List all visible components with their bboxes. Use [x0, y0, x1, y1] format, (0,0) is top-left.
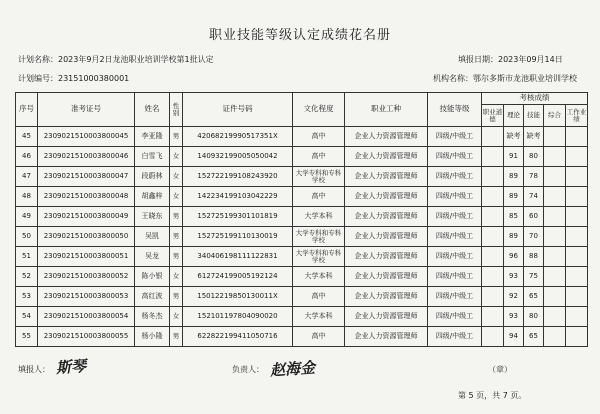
plan-no-value: 23151000380001	[58, 74, 130, 83]
row-ticket: 2309021510003800051	[38, 247, 135, 267]
row-id: 152722199108243920	[183, 167, 293, 187]
row-score-ethics	[482, 147, 504, 167]
plan-name-line	[18, 54, 214, 65]
plan-no-line	[18, 73, 129, 84]
row-name: 吴凯	[135, 227, 170, 247]
row-ticket: 2309021510003800054	[38, 307, 135, 327]
row-score-ethics	[482, 307, 504, 327]
row-id: 152725199301101819	[183, 207, 293, 227]
fill-date-line	[458, 54, 563, 65]
row-ticket: 2309021510003800047	[38, 167, 135, 187]
col-seq: 序号	[16, 93, 38, 127]
col-score-overall: 综合	[544, 105, 566, 127]
row-level: 四级/中级工	[428, 187, 482, 207]
row-score-ethics	[482, 207, 504, 227]
row-id: 42068219990517351X	[183, 127, 293, 147]
row-score-overall	[544, 207, 566, 227]
row-job: 企业人力资源管理师	[345, 247, 428, 267]
row-gender: 男	[170, 327, 183, 347]
row-name: 王晓东	[135, 207, 170, 227]
row-score-skill: 65	[524, 327, 544, 347]
row-score-theory: 93	[504, 267, 524, 287]
row-score-ethics	[482, 267, 504, 287]
document-title: 职业技能等级认定成绩花名册	[208, 28, 391, 43]
row-name: 杨冬杰	[135, 307, 170, 327]
row-score-theory: 89	[504, 227, 524, 247]
row-job: 企业人力资源管理师	[345, 147, 428, 167]
principal-label: 负责人：	[232, 365, 264, 374]
row-seq: 52	[16, 267, 38, 287]
table-row	[16, 187, 588, 207]
row-level: 四级/中级工	[428, 167, 482, 187]
row-level: 四级/中级工	[428, 227, 482, 247]
row-job: 企业人力资源管理师	[345, 127, 428, 147]
row-score-overall	[544, 287, 566, 307]
row-job: 企业人力资源管理师	[345, 327, 428, 347]
row-seq: 55	[16, 327, 38, 347]
table-row	[16, 267, 588, 287]
row-score-skill: 80	[524, 307, 544, 327]
row-score-skill: 缺考	[524, 127, 544, 147]
row-gender: 女	[170, 187, 183, 207]
row-score-overall	[544, 327, 566, 347]
row-id: 340406198111122831	[183, 247, 293, 267]
row-score-ethics	[482, 167, 504, 187]
table-row	[16, 167, 588, 187]
principal-signature: 赵海金	[269, 358, 316, 380]
col-gender: 性别	[170, 93, 183, 127]
row-score-ethics	[482, 187, 504, 207]
seal-label: （章）	[488, 365, 512, 374]
row-score-skill: 75	[524, 267, 544, 287]
col-name: 姓名	[135, 93, 170, 127]
row-score-theory: 91	[504, 147, 524, 167]
row-level: 四级/中级工	[428, 247, 482, 267]
row-edu: 高中	[293, 327, 345, 347]
row-job: 企业人力资源管理师	[345, 207, 428, 227]
row-level: 四级/中级工	[428, 267, 482, 287]
row-gender: 男	[170, 287, 183, 307]
row-edu: 高中	[293, 127, 345, 147]
row-edu: 大学本科	[293, 267, 345, 287]
row-name: 杨小隆	[135, 327, 170, 347]
col-score-skill: 技能	[524, 105, 544, 127]
row-ticket: 2309021510003800049	[38, 207, 135, 227]
row-edu: 大学专科和专科学校	[293, 167, 345, 187]
row-score-theory: 89	[504, 187, 524, 207]
row-edu: 大学本科	[293, 307, 345, 327]
row-job: 企业人力资源管理师	[345, 267, 428, 287]
row-id: 152725199110130019	[183, 227, 293, 247]
row-score-performance	[566, 267, 588, 287]
row-ticket: 2309021510003800052	[38, 267, 135, 287]
row-seq: 50	[16, 227, 38, 247]
row-seq: 46	[16, 147, 38, 167]
row-score-performance	[566, 227, 588, 247]
row-name: 白雪飞	[135, 147, 170, 167]
row-score-overall	[544, 167, 566, 187]
score-roster-table	[15, 92, 588, 347]
row-id: 622822199411050716	[183, 327, 293, 347]
row-name: 胡鑫梓	[135, 187, 170, 207]
col-id: 证件号码	[183, 93, 293, 127]
row-score-performance	[566, 327, 588, 347]
row-level: 四级/中级工	[428, 327, 482, 347]
row-score-overall	[544, 127, 566, 147]
row-gender: 男	[170, 207, 183, 227]
row-score-theory: 93	[504, 307, 524, 327]
plan-name-value: 2023年9月2日龙池职业培训学校第1批认定	[58, 55, 214, 64]
row-name: 陈小银	[135, 267, 170, 287]
filler-label: 填报人：	[18, 365, 50, 374]
row-id: 15012219850130011X	[183, 287, 293, 307]
row-name: 段蔚林	[135, 167, 170, 187]
row-score-theory: 85	[504, 207, 524, 227]
row-score-overall	[544, 227, 566, 247]
row-score-skill: 65	[524, 287, 544, 307]
row-score-ethics	[482, 127, 504, 147]
row-score-performance	[566, 147, 588, 167]
row-gender: 男	[170, 127, 183, 147]
row-level: 四级/中级工	[428, 307, 482, 327]
row-name: 高红波	[135, 287, 170, 307]
row-score-performance	[566, 247, 588, 267]
row-level: 四级/中级工	[428, 287, 482, 307]
row-ticket: 2309021510003800048	[38, 187, 135, 207]
row-score-ethics	[482, 227, 504, 247]
table-row	[16, 287, 588, 307]
fill-date-label: 填报日期：	[458, 55, 498, 64]
row-level: 四级/中级工	[428, 147, 482, 167]
col-edu: 文化程度	[293, 93, 345, 127]
table-row	[16, 127, 588, 147]
plan-name-label: 计划名称：	[18, 55, 58, 64]
row-score-theory: 92	[504, 287, 524, 307]
row-name: 吴龙	[135, 247, 170, 267]
row-id: 612724199005192124	[183, 267, 293, 287]
row-ticket: 2309021510003800046	[38, 147, 135, 167]
row-seq: 45	[16, 127, 38, 147]
row-score-performance	[566, 167, 588, 187]
col-level: 技能等级	[428, 93, 482, 127]
row-score-theory: 89	[504, 167, 524, 187]
row-job: 企业人力资源管理师	[345, 307, 428, 327]
row-seq: 51	[16, 247, 38, 267]
row-level: 四级/中级工	[428, 207, 482, 227]
row-job: 企业人力资源管理师	[345, 227, 428, 247]
row-score-ethics	[482, 287, 504, 307]
row-level: 四级/中级工	[428, 127, 482, 147]
row-score-overall	[544, 267, 566, 287]
col-job: 职业工种	[345, 93, 428, 127]
row-edu: 大学本科	[293, 207, 345, 227]
row-seq: 47	[16, 167, 38, 187]
row-score-skill: 78	[524, 167, 544, 187]
col-score-ethics: 职业道德	[482, 105, 504, 127]
fill-date-value: 2023年09月14日	[498, 55, 563, 64]
col-score-performance: 工作业绩	[566, 105, 588, 127]
row-gender: 女	[170, 147, 183, 167]
row-score-ethics	[482, 327, 504, 347]
row-gender: 女	[170, 307, 183, 327]
row-score-performance	[566, 207, 588, 227]
row-gender: 女	[170, 167, 183, 187]
row-seq: 53	[16, 287, 38, 307]
row-score-theory: 96	[504, 247, 524, 267]
row-ticket: 2309021510003800055	[38, 327, 135, 347]
row-score-overall	[544, 187, 566, 207]
row-job: 企业人力资源管理师	[345, 187, 428, 207]
table-row	[16, 327, 588, 347]
filler-signature: 斯琴	[55, 356, 87, 378]
col-score-theory: 理论	[504, 105, 524, 127]
col-scores-group: 考核成绩	[482, 93, 588, 105]
plan-no-label: 计划编号：	[18, 74, 58, 83]
row-ticket: 2309021510003800053	[38, 287, 135, 307]
row-job: 企业人力资源管理师	[345, 167, 428, 187]
row-score-skill: 88	[524, 247, 544, 267]
table-row	[16, 147, 588, 167]
row-gender: 男	[170, 247, 183, 267]
org-name-line	[433, 73, 577, 84]
table-row	[16, 247, 588, 267]
row-ticket: 2309021510003800050	[38, 227, 135, 247]
row-name: 李亚隆	[135, 127, 170, 147]
row-score-ethics	[482, 247, 504, 267]
row-score-performance	[566, 187, 588, 207]
row-edu: 大学专科和专科学校	[293, 247, 345, 267]
org-name-label: 机构名称：	[433, 74, 473, 83]
row-seq: 49	[16, 207, 38, 227]
row-edu: 高中	[293, 147, 345, 167]
row-edu: 大学专科和专科学校	[293, 227, 345, 247]
row-seq: 48	[16, 187, 38, 207]
row-score-performance	[566, 307, 588, 327]
row-score-skill: 74	[524, 187, 544, 207]
row-score-performance	[566, 127, 588, 147]
row-score-skill: 80	[524, 147, 544, 167]
row-score-performance	[566, 287, 588, 307]
row-score-overall	[544, 307, 566, 327]
col-ticket: 准考证号	[38, 93, 135, 127]
row-edu: 高中	[293, 187, 345, 207]
row-edu: 高中	[293, 287, 345, 307]
row-gender: 女	[170, 267, 183, 287]
row-score-theory: 94	[504, 327, 524, 347]
table-row	[16, 207, 588, 227]
org-name-value: 鄂尔多斯市龙池职业培训学校	[473, 74, 577, 83]
row-job: 企业人力资源管理师	[345, 287, 428, 307]
row-seq: 54	[16, 307, 38, 327]
row-score-theory: 缺考	[504, 127, 524, 147]
table-row	[16, 227, 588, 247]
row-id: 142234199103042229	[183, 187, 293, 207]
row-score-skill: 60	[524, 207, 544, 227]
page-indicator: 第 5 页，共 7 页。	[458, 391, 527, 400]
row-gender: 男	[170, 227, 183, 247]
row-id: 140932199005050042	[183, 147, 293, 167]
table-row	[16, 307, 588, 327]
row-score-overall	[544, 247, 566, 267]
row-score-skill: 70	[524, 227, 544, 247]
row-score-overall	[544, 147, 566, 167]
row-ticket: 2309021510003800045	[38, 127, 135, 147]
row-id: 152101197804090020	[183, 307, 293, 327]
